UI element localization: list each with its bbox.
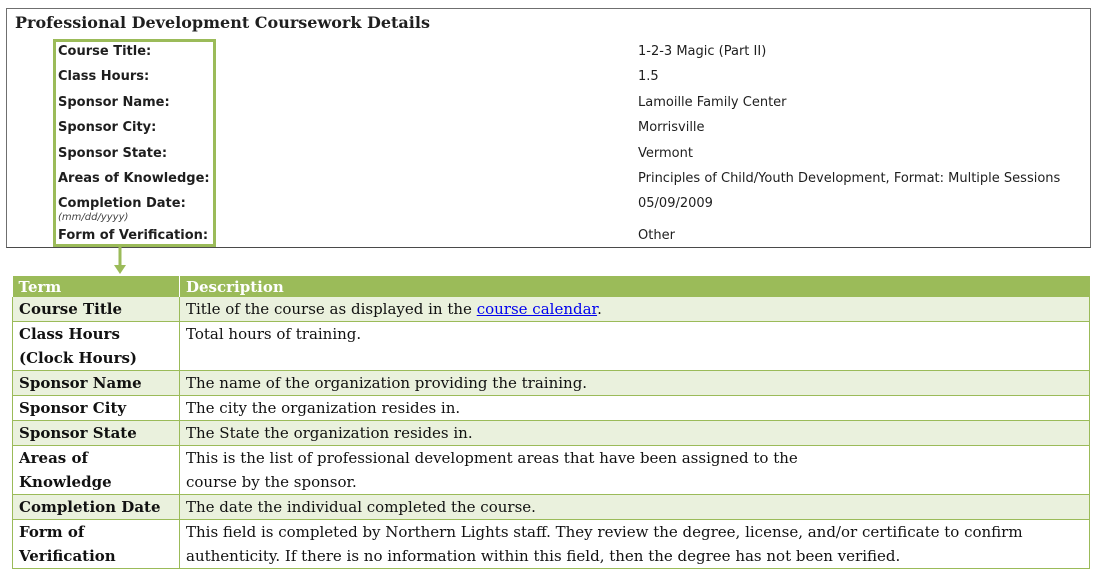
description-cell	[180, 446, 1090, 495]
description-cell: The city the organization resides in.	[180, 396, 1090, 421]
table-header-row	[13, 276, 1090, 297]
coursework-details-panel	[6, 8, 1091, 248]
term-cell	[13, 520, 180, 569]
course-calendar-link[interactable]: course calendar	[476, 300, 598, 318]
table-row	[13, 322, 1090, 371]
field-value: 1-2-3 Magic (Part II)	[638, 44, 767, 59]
table-row	[13, 520, 1090, 569]
term-cell: Completion Date	[13, 495, 180, 520]
term-line: Form of	[19, 523, 85, 541]
field-value: Other	[638, 228, 675, 243]
field-value: Morrisville	[638, 120, 705, 135]
description-line: This field is completed by Northern Lights staff. They review the degree, license, and/or certificate to confirm	[186, 523, 1023, 541]
field-label: Completion Date:	[58, 196, 186, 211]
description-cell: Total hours of training.	[180, 322, 1090, 371]
panel-title: Professional Development Coursework Details	[15, 13, 430, 32]
description-cell: The date the individual completed the course.	[180, 495, 1090, 520]
field-label: Sponsor City:	[58, 120, 157, 135]
table-row	[13, 297, 1090, 322]
field-value: 05/09/2009	[638, 196, 713, 211]
field-label: Areas of Knowledge:	[58, 171, 210, 186]
field-label: Course Title:	[58, 44, 152, 59]
term-line: Verification	[19, 547, 116, 565]
description-text: .	[597, 300, 602, 318]
field-label: Class Hours:	[58, 69, 150, 84]
field-label: Form of Verification:	[58, 228, 209, 243]
term-line: Knowledge	[19, 473, 112, 491]
term-cell	[13, 446, 180, 495]
term-cell	[13, 322, 180, 371]
term-cell: Sponsor State	[13, 421, 180, 446]
table-row	[13, 446, 1090, 495]
term-description-table	[12, 276, 1090, 569]
term-cell: Sponsor City	[13, 396, 180, 421]
table-row	[13, 421, 1090, 446]
term-line: Areas of	[19, 449, 88, 467]
term-cell: Sponsor Name	[13, 371, 180, 396]
description-cell: The name of the organization providing the training.	[180, 371, 1090, 396]
term-line: Class Hours	[19, 325, 120, 343]
table-row	[13, 371, 1090, 396]
description-line: This is the list of professional development areas that have been assigned to the	[186, 449, 798, 467]
connector-arrow-icon	[112, 247, 128, 275]
field-value: 1.5	[638, 69, 659, 84]
table-row	[13, 396, 1090, 421]
description-text: Title of the course as displayed in the	[186, 300, 477, 318]
header-term: Term	[13, 276, 180, 297]
field-value: Vermont	[638, 146, 693, 161]
date-format-hint: (mm/dd/yyyy)	[58, 212, 129, 223]
description-cell	[180, 520, 1090, 569]
header-description: Description	[180, 276, 1090, 297]
description-line: authenticity. If there is no information within this field, then the degree has not been verified.	[186, 547, 901, 565]
field-value: Principles of Child/Youth Development, Format: Multiple Sessions	[638, 171, 1061, 186]
description-cell	[180, 297, 1090, 322]
description-cell: The State the organization resides in.	[180, 421, 1090, 446]
field-label: Sponsor State:	[58, 146, 168, 161]
term-cell: Course Title	[13, 297, 180, 322]
description-line: course by the sponsor.	[186, 473, 357, 491]
field-value: Lamoille Family Center	[638, 95, 787, 110]
term-line: (Clock Hours)	[19, 349, 138, 367]
field-label: Sponsor Name:	[58, 95, 170, 110]
table-row	[13, 495, 1090, 520]
